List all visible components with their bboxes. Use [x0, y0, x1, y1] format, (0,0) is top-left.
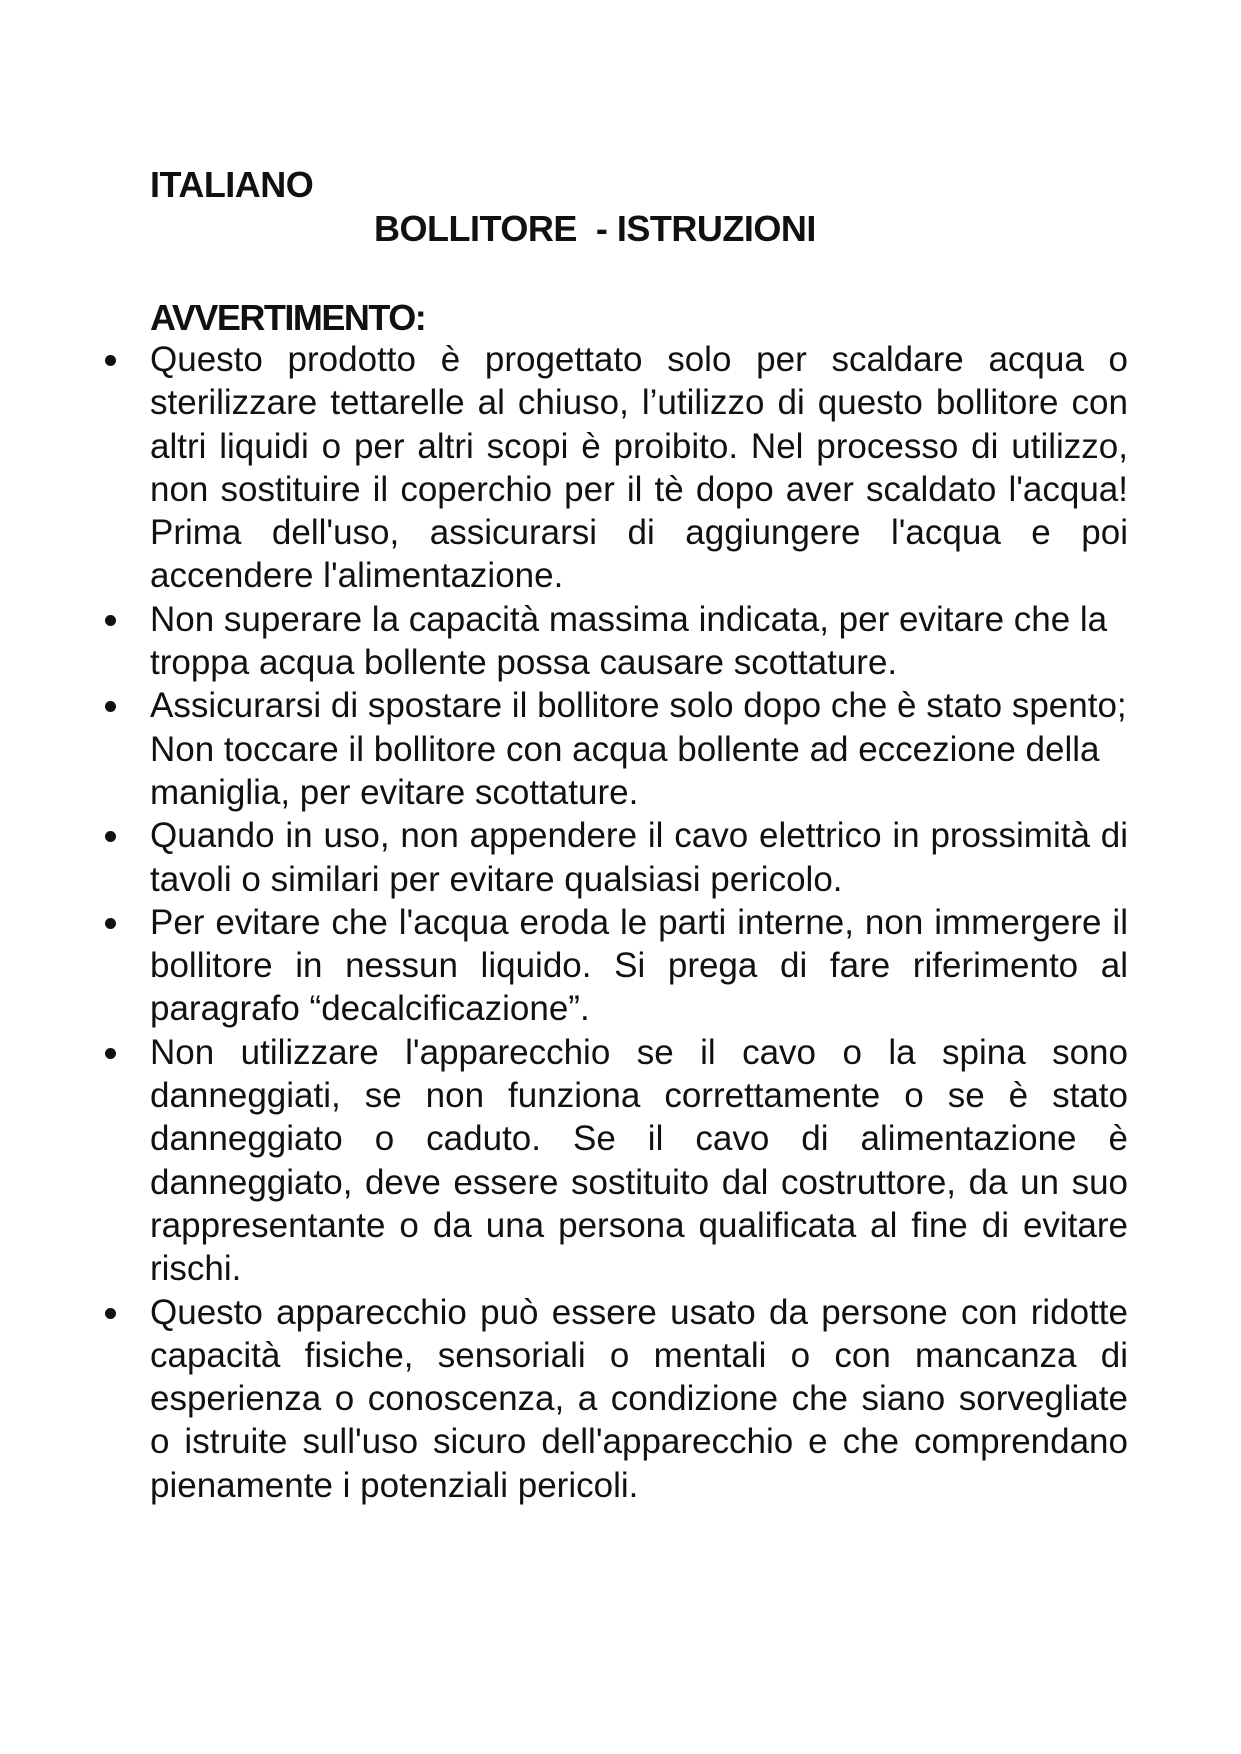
warning-item-text: Assicurarsi di spostare il bollitore solo dopo che è stato spento; Non toccare il bollitore con acqua bollente ad eccezione della maniglia, per evitare scottature.	[150, 686, 1127, 812]
warning-item	[150, 814, 1128, 901]
bullet-icon	[105, 355, 116, 366]
document-title: BOLLITORE - ISTRUZIONI	[374, 208, 816, 249]
warning-item-text: Per evitare che l'acqua eroda le parti interne, non immergere il bollitore in nessun liquido. Si prega di fare riferimento al paragrafo “decalcificazione”.	[150, 902, 1128, 1029]
bullet-icon	[105, 615, 116, 626]
warning-item-text: Questo prodotto è progettato solo per scaldare acqua o sterilizzare tettarelle al chiuso, l’utilizzo di questo bollitore con altri liquidi o per altri scopi è proibito. Nel processo di utilizzo, non sostituire il coperchio per il tè dopo aver scaldato l'acqua! Prima dell'uso, assicurarsi di aggiungere l'acqua e poi accendere l'alimentazione.	[150, 340, 1128, 596]
warning-heading: AVVERTIMENTO:	[150, 297, 426, 338]
bullet-icon	[105, 1308, 116, 1319]
bullet-icon	[105, 701, 116, 712]
warning-list	[150, 338, 1128, 1507]
warning-item	[150, 901, 1128, 1031]
warning-item	[150, 338, 1128, 598]
bullet-icon	[105, 918, 116, 929]
warning-item-text: Non superare la capacità massima indicata, per evitare che la troppa acqua bollente possa causare scottature.	[150, 599, 1108, 683]
warning-item-text: Questo apparecchio può essere usato da persone con ridotte capacità fisiche, sensoriali o mentali o con mancanza di esperienza o conoscenza, a condizione che siano sorvegliate o istruite sull'uso sicuro dell'apparecchio e che comprendano pienamente i potenziali pericoli.	[150, 1292, 1128, 1505]
warning-item	[150, 598, 1128, 685]
bullet-icon	[105, 1048, 116, 1059]
warning-item-text: Non utilizzare l'apparecchio se il cavo o la spina sono danneggiati, se non funziona correttamente o se è stato danneggiato o caduto. Se il cavo di alimentazione è danneggiato, deve essere sostituito dal costruttore, da un suo rappresentante o da una persona qualificata al fine di evitare rischi.	[150, 1032, 1128, 1289]
bullet-icon	[105, 831, 116, 842]
warning-item	[150, 1291, 1128, 1507]
warning-item-text: Quando in uso, non appendere il cavo elettrico in prossimità di tavoli o similari per evitare qualsiasi pericolo.	[150, 816, 1128, 899]
warning-item	[150, 684, 1128, 814]
language-heading: ITALIANO	[150, 164, 314, 205]
warning-item	[150, 1031, 1128, 1291]
